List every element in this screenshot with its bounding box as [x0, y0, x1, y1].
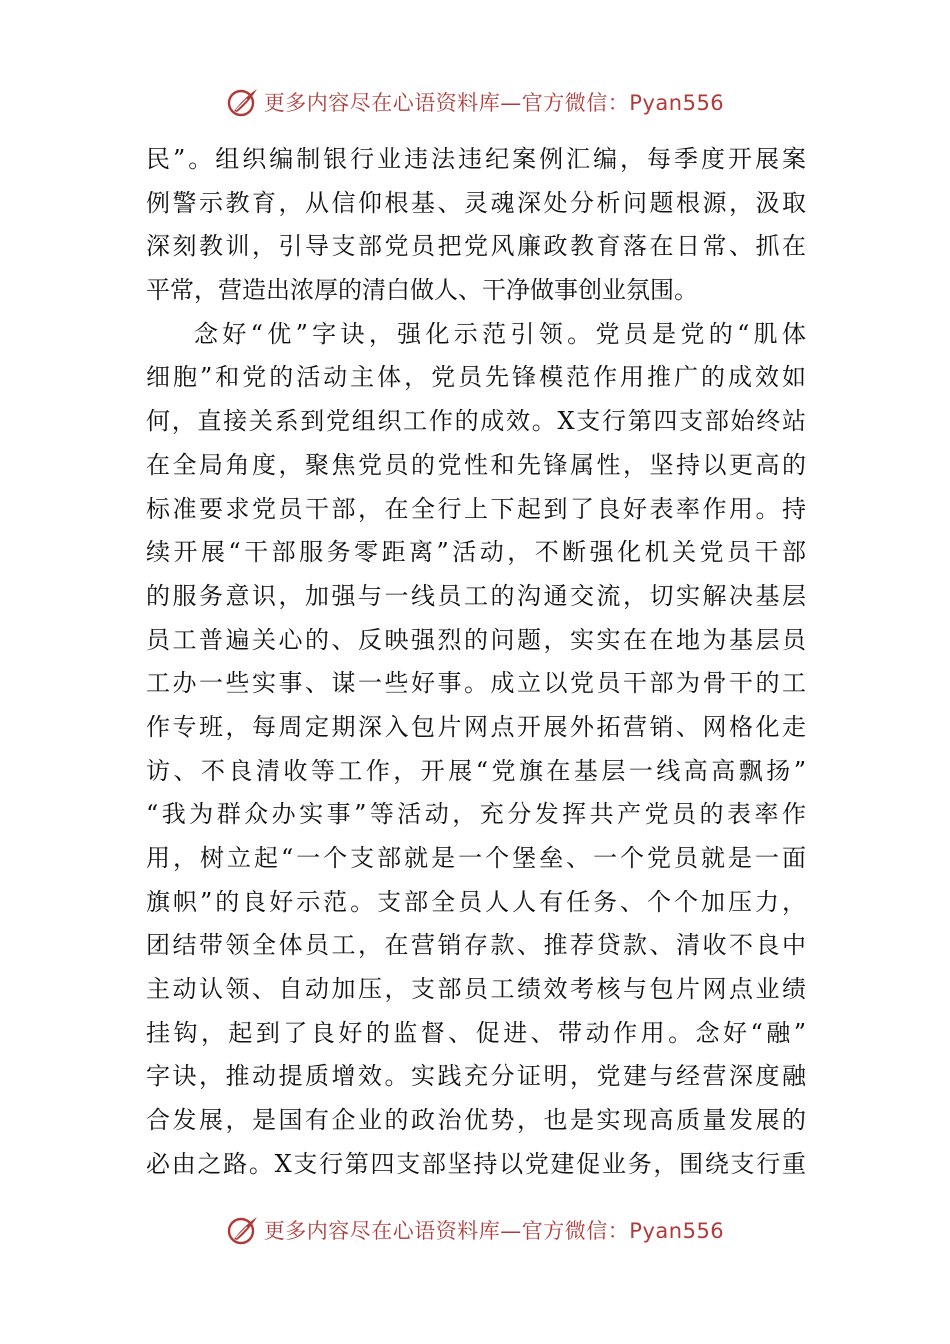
- body-line: 员工普遍关心的、反映强烈的问题，实实在在地为基层员: [146, 625, 806, 654]
- quill-logo-icon: [226, 85, 260, 119]
- body-line: 平常，营造出浓厚的清白做人、干净做事创业氛围。: [146, 276, 698, 305]
- body-line: 主动认领、自动加压，支部员工绩效考核与包片网点业绩: [146, 975, 806, 1004]
- body-line: 用，树立起“一个支部就是一个堡垒、一个党员就是一面: [146, 844, 806, 872]
- body-line: 续开展“干部服务零距离”活动，不断强化机关党员干部: [146, 538, 806, 567]
- body-line: 字诀，推动提质增效。实践充分证明，党建与经营深度融: [146, 1062, 806, 1091]
- footer-banner: [0, 1210, 950, 1250]
- document-body: [146, 138, 806, 1187]
- body-line: 深刻教训，引导支部党员把党风廉政教育落在日常、抓在: [146, 232, 806, 261]
- quill-logo-icon: [226, 1213, 260, 1247]
- body-line: 挂钩，起到了良好的监督、促进、带动作用。念好“融”: [146, 1018, 806, 1047]
- body-line: 在全局角度，聚焦党员的党性和先锋属性，坚持以更高的: [146, 450, 806, 479]
- body-line: 必由之路。X支行第四支部坚持以党建促业务，围绕支行重: [146, 1149, 806, 1178]
- body-line: 何，直接关系到党组织工作的成效。X支行第四支部始终站: [146, 407, 806, 436]
- body-line: 民”。组织编制银行业违法违纪案例汇编，每季度开展案: [146, 145, 806, 173]
- body-line: 合发展，是国有企业的政治优势，也是实现高质量发展的: [146, 1106, 806, 1135]
- body-line: 细胞”和党的活动主体，党员先锋模范作用推广的成效如: [146, 363, 806, 392]
- body-line: 团结带领全体员工，在营销存款、推荐贷款、清收不良中: [146, 931, 806, 960]
- body-line: 例警示教育，从信仰根基、灵魂深处分析问题根源，汲取: [146, 188, 806, 217]
- body-line: “我为群众办实事”等活动，充分发挥共产党员的表率作: [146, 800, 806, 829]
- header-banner: [0, 82, 950, 122]
- body-line: 作专班，每周定期深入包片网点开展外拓营销、网格化走: [146, 712, 806, 741]
- footer-banner-text: 更多内容尽在心语资料库—官方微信：Pyan556: [263, 1219, 725, 1243]
- body-line: 旗帜”的良好示范。支部全员人人有任务、个个加压力，: [146, 887, 806, 916]
- body-line: 访、不良清收等工作，开展“党旗在基层一线高高飘扬”: [146, 756, 806, 785]
- header-banner-text: 更多内容尽在心语资料库—官方微信：Pyan556: [263, 91, 725, 115]
- body-line: 的服务意识，加强与一线员工的沟通交流，切实解决基层: [146, 581, 806, 610]
- body-line: 念好“优”字诀，强化示范引领。党员是党的“肌体: [194, 319, 806, 348]
- body-line: 工办一些实事、谋一些好事。成立以党员干部为骨干的工: [146, 669, 806, 698]
- body-line: 标准要求党员干部，在全行上下起到了良好表率作用。持: [146, 494, 806, 523]
